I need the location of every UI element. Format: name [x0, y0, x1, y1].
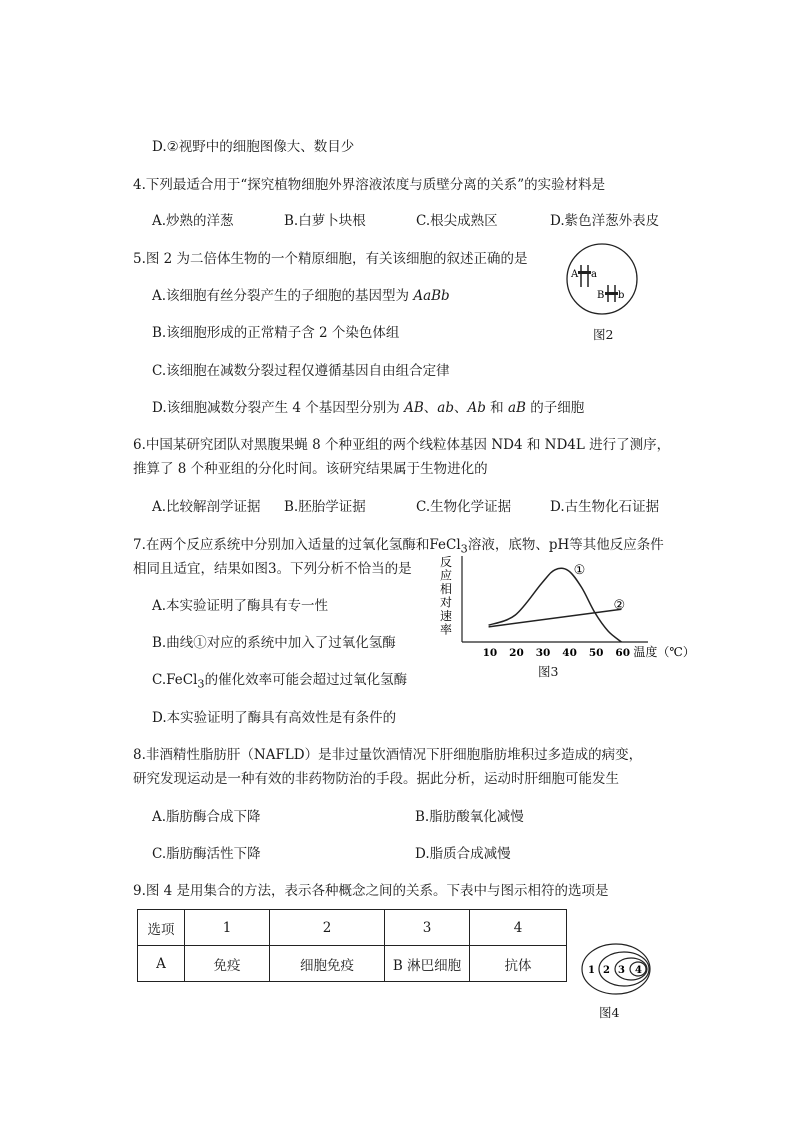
- figure-3-chart: [438, 552, 695, 680]
- set-4-label: 4: [635, 965, 642, 976]
- q8-stem-line-1: 8.非酒精性脂肪肝（NAFLD）是非过量饮酒情况下肝细胞脂肪堆积过多造成的病变，: [133, 747, 643, 763]
- q4-option-d: D.紫色洋葱外表皮: [550, 213, 660, 229]
- gene-label-b: b: [618, 290, 625, 301]
- figure-2-cell-diagram: [560, 240, 650, 320]
- q8-stem-line-2: 研究发现运动是一种有效的非药物防治的手段。据此分析，运动时肝细胞可能发生: [133, 771, 619, 787]
- table-row: [138, 946, 567, 982]
- locus-b: [605, 292, 618, 295]
- x-axis-label: 温度（℃）: [633, 645, 695, 659]
- x-tick-label: 20: [509, 647, 524, 659]
- x-tick-labels: [483, 647, 630, 659]
- gene-label-a: a: [591, 269, 597, 280]
- table-header-cell: 4: [470, 910, 567, 946]
- q6-option-a: A.比较解剖学证据: [152, 499, 261, 515]
- q8-option-d: D.脂质合成减慢: [415, 846, 511, 862]
- set-1-label: 1: [588, 965, 595, 976]
- table-header-row: [138, 910, 567, 946]
- locus-a: [578, 271, 591, 274]
- q6-option-d: D.古生物化石证据: [550, 499, 660, 515]
- figure-4-venn-diagram: [578, 938, 656, 1000]
- q6-stem-line-1: 6.中国某研究团队对黑腹果蝇 8 个种亚组的两个线粒体基因 ND4 和 ND4L 进行了测序，: [133, 437, 671, 453]
- q7-option-c: C.FeCl$_3$的催化效率可能会超过过氧化氢酶: [152, 672, 408, 691]
- x-tick-label: 50: [588, 647, 604, 659]
- y-axis-label-char: 相: [440, 582, 453, 596]
- gene-label-A: A: [571, 269, 579, 280]
- q7-stem-line-2: 相同且适宜，结果如图3。下列分析不恰当的是: [133, 561, 412, 577]
- y-axis-label-char: 率: [440, 622, 453, 637]
- q5-option-a-genotype: AaBb: [413, 288, 450, 304]
- q9-stem: 9.图 4 是用集合的方法，表示各种概念之间的关系。下表中与图示相符的选项是: [133, 883, 609, 899]
- y-axis-label-char: 反: [440, 555, 453, 569]
- table-header-cell: 1: [185, 910, 270, 946]
- y-axis-label-char: 速: [440, 609, 453, 623]
- table-cell: 抗体: [470, 946, 567, 982]
- table-cell: 细胞免疫: [270, 946, 385, 982]
- table-cell: B 淋巴细胞: [385, 946, 470, 982]
- x-tick-label: 60: [615, 647, 631, 659]
- q3-option-d: D.②视野中的细胞图像大、数目少: [152, 139, 355, 155]
- q5-stem: 5.图 2 为二倍体生物的一个精原细胞，有关该细胞的叙述正确的是: [133, 251, 528, 267]
- series-1-label: ①: [573, 562, 586, 578]
- q5-option-b: B.该细胞形成的正常精子含 2 个染色体组: [152, 325, 400, 341]
- q4-stem: 4.下列最适合用于“探究植物细胞外界溶液浓度与质壁分离的关系”的实验材料是: [133, 177, 606, 193]
- q7-option-b: B.曲线①对应的系统中加入了过氧化氢酶: [152, 635, 396, 651]
- q7-option-a: A.本实验证明了酶具有专一性: [152, 598, 329, 614]
- y-axis-label: [440, 555, 452, 637]
- y-axis-label-char: 应: [440, 568, 453, 583]
- figure-3-caption: 图3: [538, 664, 559, 679]
- table-header-cell: 2: [270, 910, 385, 946]
- series-2-label: ②: [613, 597, 626, 613]
- figure-2-caption: 图2: [593, 327, 614, 342]
- table-header-cell: 选项: [138, 910, 185, 946]
- q7-option-d: D.本实验证明了酶具有高效性是有条件的: [152, 710, 397, 726]
- table-header-cell: 3: [385, 910, 470, 946]
- figure-4-caption: 图4: [599, 1005, 620, 1020]
- q8-option-b: B.脂肪酸氧化减慢: [415, 809, 524, 825]
- q8-option-c: C.脂肪酶活性下降: [152, 846, 261, 862]
- y-axis-label-char: 对: [440, 595, 453, 610]
- q4-option-a: A.炒熟的洋葱: [152, 213, 234, 229]
- series-2-line: [489, 609, 622, 627]
- q4-option-c: C.根尖成熟区: [416, 213, 498, 229]
- q9-answer-table: [137, 909, 567, 982]
- q8-option-a: A.脂肪酶合成下降: [152, 809, 261, 825]
- q6-option-c: C.生物化学证据: [416, 499, 512, 515]
- q7-stem-line-1: 7.在两个反应系统中分别加入适量的过氧化氢酶和FeCl$_3$溶液，底物、pH等其他反应条件: [133, 537, 664, 556]
- gene-label-B: B: [597, 290, 605, 301]
- q6-option-b: B.胚胎学证据: [284, 499, 366, 515]
- table-cell: 免疫: [185, 946, 270, 982]
- x-tick-label: 30: [535, 647, 551, 659]
- q6-stem-line-2: 推算了 8 个种亚组的分化时间。该研究结果属于生物进化的: [133, 461, 488, 477]
- x-tick-label: 40: [562, 647, 577, 659]
- set-3-label: 3: [618, 965, 625, 976]
- set-2-label: 2: [603, 965, 610, 976]
- q4-option-b: B.白萝卜块根: [284, 213, 366, 229]
- q5-option-d: D.该细胞减数分裂产生 4 个基因型分别为 AB、ab、Ab 和 aB 的子细胞: [152, 400, 585, 416]
- q5-option-c: C.该细胞在减数分裂过程仅遵循基因自由组合定律: [152, 363, 450, 379]
- series-1-curve: [489, 568, 622, 642]
- x-tick-label: 10: [482, 647, 498, 659]
- table-cell: A: [138, 946, 185, 982]
- q5-option-a: A.该细胞有丝分裂产生的子细胞的基因型为 AaBb: [152, 288, 450, 304]
